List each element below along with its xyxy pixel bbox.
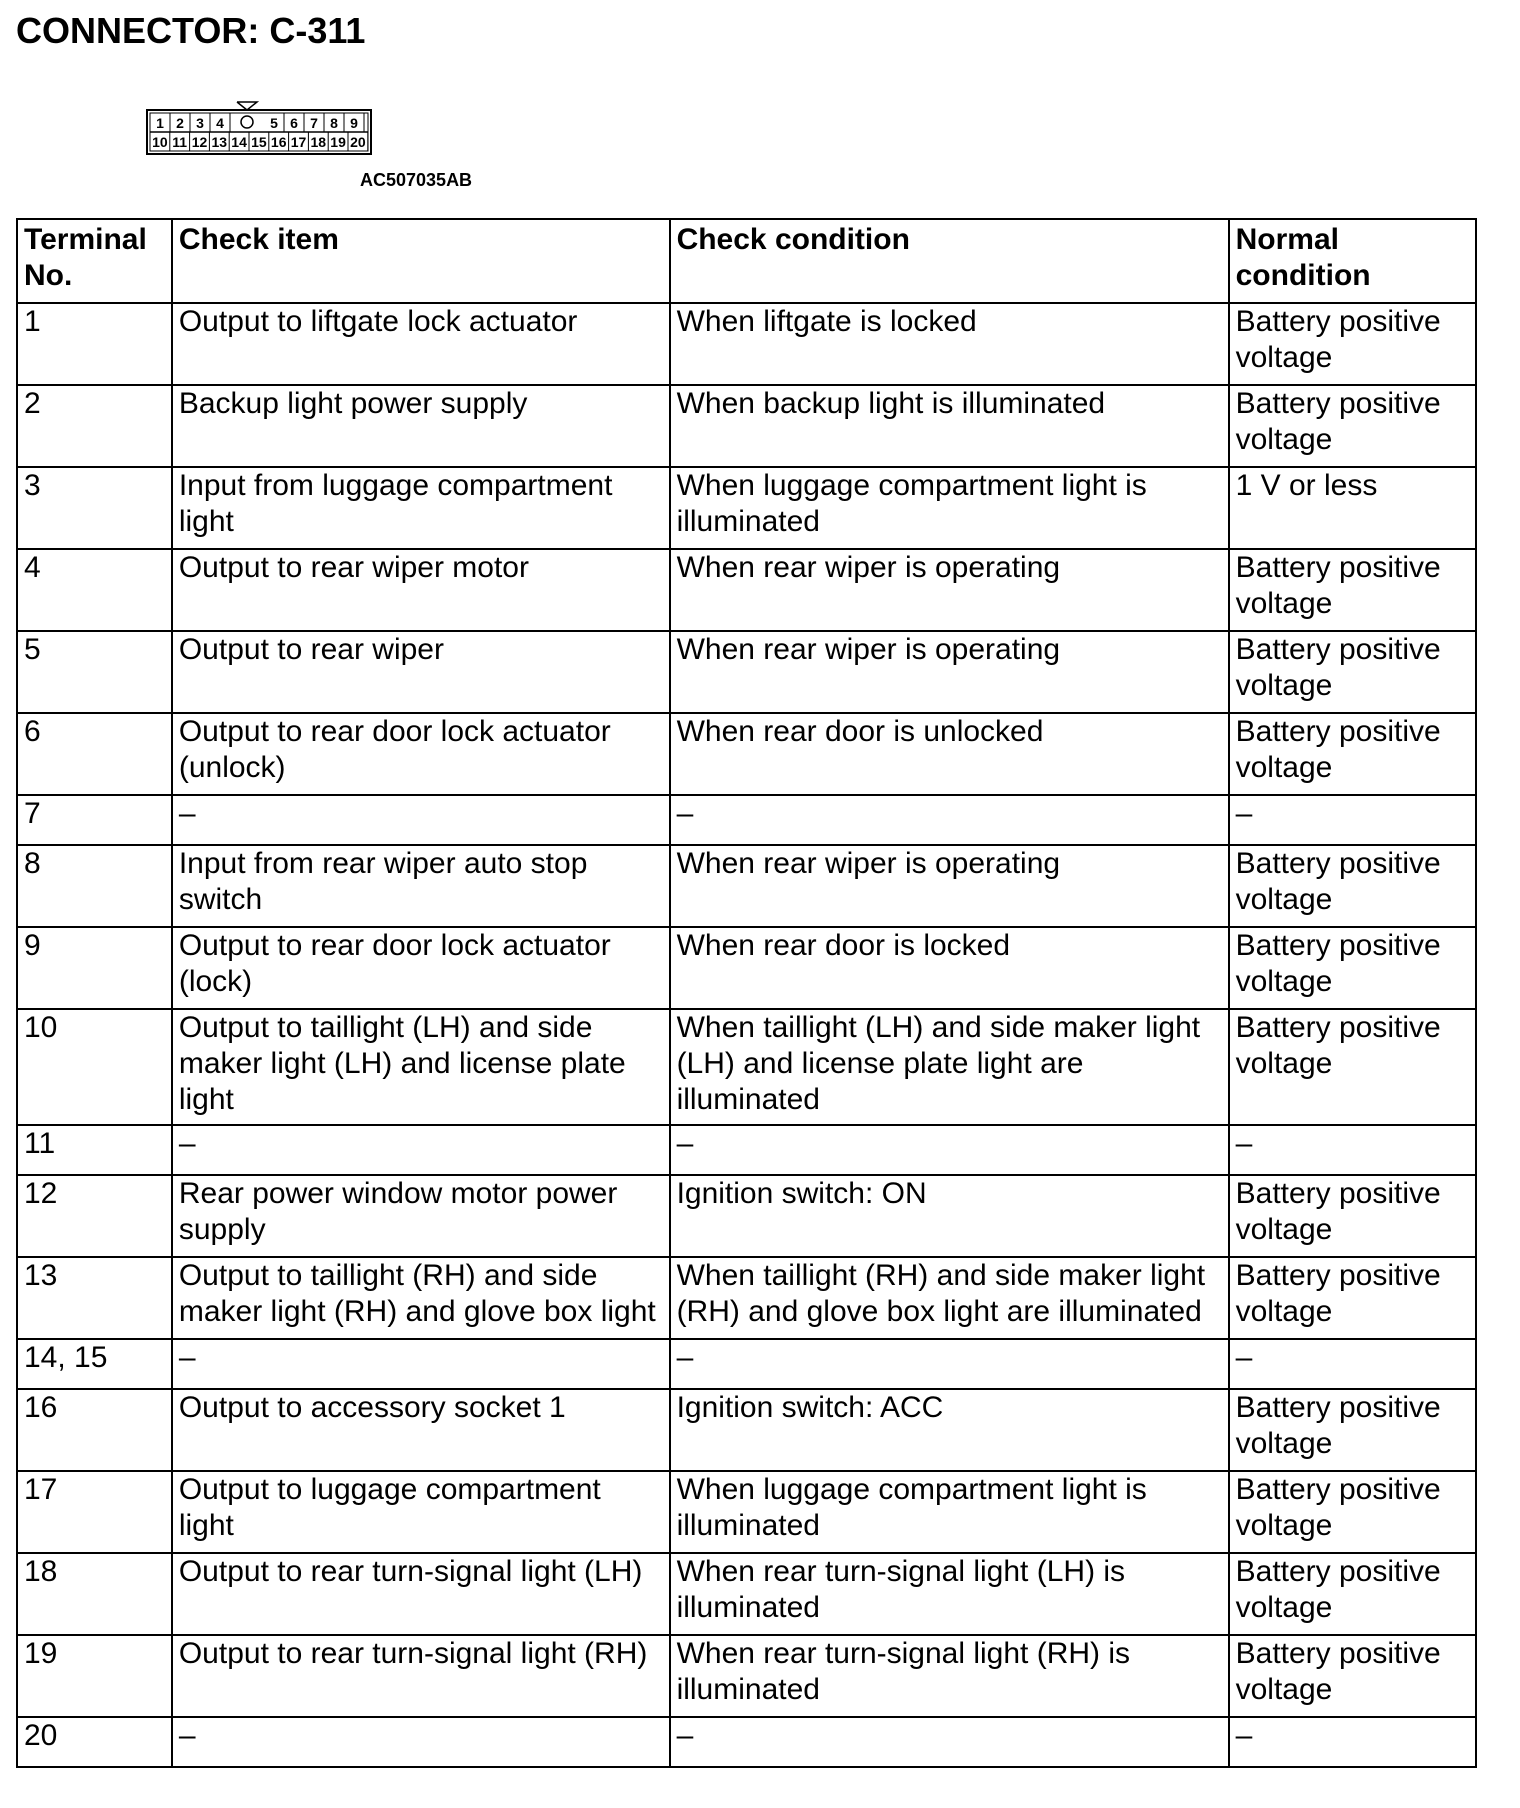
pin-number: 8 bbox=[330, 115, 338, 131]
cell-check-condition: When rear turn-signal light (LH) is illuminated bbox=[670, 1553, 1229, 1635]
cell-check-item: Output to taillight (LH) and side maker light (LH) and license plate light bbox=[172, 1009, 670, 1125]
cell-check-condition: Ignition switch: ON bbox=[670, 1175, 1229, 1257]
pin-number: 13 bbox=[211, 134, 228, 150]
cell-terminal: 4 bbox=[17, 549, 172, 631]
cell-terminal: 3 bbox=[17, 467, 172, 549]
pin-number: 6 bbox=[290, 115, 298, 131]
table-row bbox=[17, 1175, 1476, 1257]
table-row bbox=[17, 385, 1476, 467]
cell-check-item: Output to rear door lock actuator (lock) bbox=[172, 927, 670, 1009]
table-row bbox=[17, 1257, 1476, 1339]
cell-normal-condition: Battery positive voltage bbox=[1229, 927, 1476, 1009]
header-check-item: Check item bbox=[172, 219, 670, 303]
cell-normal-condition: Battery positive voltage bbox=[1229, 1553, 1476, 1635]
cell-terminal: 10 bbox=[17, 1009, 172, 1125]
table-row bbox=[17, 1635, 1476, 1717]
table-row bbox=[17, 467, 1476, 549]
cell-check-condition: – bbox=[670, 1717, 1229, 1767]
cell-check-condition: When rear turn-signal light (RH) is illuminated bbox=[670, 1635, 1229, 1717]
cell-normal-condition: 1 V or less bbox=[1229, 467, 1476, 549]
cell-check-condition: When rear wiper is operating bbox=[670, 845, 1229, 927]
table-header-row bbox=[17, 219, 1476, 303]
table-row bbox=[17, 1553, 1476, 1635]
cell-normal-condition: – bbox=[1229, 1125, 1476, 1175]
header-check-condition: Check condition bbox=[670, 219, 1229, 303]
cell-normal-condition: Battery positive voltage bbox=[1229, 713, 1476, 795]
cell-normal-condition: Battery positive voltage bbox=[1229, 1635, 1476, 1717]
table-row bbox=[17, 631, 1476, 713]
table-row bbox=[17, 1717, 1476, 1767]
pin-number: 16 bbox=[270, 134, 287, 150]
pin-number: 15 bbox=[251, 134, 267, 150]
pin-number: 5 bbox=[270, 115, 278, 131]
table-row bbox=[17, 795, 1476, 845]
cell-check-item: – bbox=[172, 1125, 670, 1175]
cell-check-condition: When rear door is unlocked bbox=[670, 713, 1229, 795]
cell-terminal: 5 bbox=[17, 631, 172, 713]
cell-check-item: Output to rear door lock actuator (unlock) bbox=[172, 713, 670, 795]
cell-normal-condition: – bbox=[1229, 795, 1476, 845]
cell-terminal: 14, 15 bbox=[17, 1339, 172, 1389]
cell-normal-condition: Battery positive voltage bbox=[1229, 1009, 1476, 1125]
cell-check-condition: Ignition switch: ACC bbox=[670, 1389, 1229, 1471]
cell-check-item: Output to liftgate lock actuator bbox=[172, 303, 670, 385]
pin-number: 9 bbox=[350, 115, 358, 131]
cell-normal-condition: Battery positive voltage bbox=[1229, 845, 1476, 927]
table-row bbox=[17, 1471, 1476, 1553]
pin-number: 19 bbox=[330, 134, 346, 150]
cell-normal-condition: Battery positive voltage bbox=[1229, 303, 1476, 385]
figure-code: AC507035AB bbox=[360, 170, 473, 190]
cell-normal-condition: – bbox=[1229, 1339, 1476, 1389]
cell-check-condition: When luggage compartment light is illuminated bbox=[670, 1471, 1229, 1553]
cell-terminal: 8 bbox=[17, 845, 172, 927]
cell-check-condition: – bbox=[670, 1339, 1229, 1389]
cell-terminal: 13 bbox=[17, 1257, 172, 1339]
cell-check-item: Output to accessory socket 1 bbox=[172, 1389, 670, 1471]
table-row bbox=[17, 713, 1476, 795]
cell-normal-condition: Battery positive voltage bbox=[1229, 1257, 1476, 1339]
pin-number: 1 bbox=[156, 115, 164, 131]
header-terminal: Terminal No. bbox=[17, 219, 172, 303]
pin-number: 3 bbox=[196, 115, 204, 131]
pin-number: 7 bbox=[310, 115, 318, 131]
cell-terminal: 11 bbox=[17, 1125, 172, 1175]
table-row bbox=[17, 549, 1476, 631]
cell-check-condition: When rear wiper is operating bbox=[670, 549, 1229, 631]
terminal-check-table bbox=[16, 218, 1477, 1768]
cell-terminal: 17 bbox=[17, 1471, 172, 1553]
header-normal-condition: Normal condition bbox=[1229, 219, 1476, 303]
cell-check-item: – bbox=[172, 1339, 670, 1389]
cell-normal-condition: – bbox=[1229, 1717, 1476, 1767]
table-row bbox=[17, 303, 1476, 385]
cell-check-condition: When rear wiper is operating bbox=[670, 631, 1229, 713]
connector-diagram bbox=[146, 101, 372, 155]
cell-check-condition: When taillight (LH) and side maker light (LH) and license plate light are illuminated bbox=[670, 1009, 1229, 1125]
pin-number: 4 bbox=[216, 115, 224, 131]
cell-terminal: 1 bbox=[17, 303, 172, 385]
pin-number: 12 bbox=[191, 134, 208, 150]
cell-check-item: Output to taillight (RH) and side maker light (RH) and glove box light bbox=[172, 1257, 670, 1339]
cell-terminal: 12 bbox=[17, 1175, 172, 1257]
cell-terminal: 2 bbox=[17, 385, 172, 467]
cell-normal-condition: Battery positive voltage bbox=[1229, 631, 1476, 713]
table-row bbox=[17, 1009, 1476, 1125]
cell-check-item: Output to rear wiper motor bbox=[172, 549, 670, 631]
cell-check-item: – bbox=[172, 795, 670, 845]
cell-check-item: Input from rear wiper auto stop switch bbox=[172, 845, 670, 927]
pin-number: 2 bbox=[176, 115, 184, 131]
cell-terminal: 7 bbox=[17, 795, 172, 845]
table-row bbox=[17, 1339, 1476, 1389]
cell-check-condition: – bbox=[670, 1125, 1229, 1175]
cell-check-condition: When rear door is locked bbox=[670, 927, 1229, 1009]
pin-number: 18 bbox=[310, 134, 327, 150]
cell-check-condition: – bbox=[670, 795, 1229, 845]
table-row bbox=[17, 927, 1476, 1009]
cell-check-item: Backup light power supply bbox=[172, 385, 670, 467]
cell-normal-condition: Battery positive voltage bbox=[1229, 1175, 1476, 1257]
cell-terminal: 20 bbox=[17, 1717, 172, 1767]
connector-face bbox=[146, 101, 372, 155]
pin-number: 20 bbox=[350, 134, 366, 150]
cell-normal-condition: Battery positive voltage bbox=[1229, 385, 1476, 467]
cell-normal-condition: Battery positive voltage bbox=[1229, 1389, 1476, 1471]
table-row bbox=[17, 1389, 1476, 1471]
page-title: CONNECTOR: C-311 bbox=[16, 10, 366, 51]
cell-terminal: 18 bbox=[17, 1553, 172, 1635]
table-row bbox=[17, 845, 1476, 927]
pin-number: 10 bbox=[152, 134, 168, 150]
cell-check-item: Rear power window motor power supply bbox=[172, 1175, 670, 1257]
cell-terminal: 6 bbox=[17, 713, 172, 795]
table-row bbox=[17, 1125, 1476, 1175]
pin-number: 17 bbox=[290, 134, 307, 150]
cell-check-condition: When luggage compartment light is illuminated bbox=[670, 467, 1229, 549]
cell-check-item: Output to luggage compartment light bbox=[172, 1471, 670, 1553]
cell-normal-condition: Battery positive voltage bbox=[1229, 549, 1476, 631]
cell-terminal: 16 bbox=[17, 1389, 172, 1471]
cell-normal-condition: Battery positive voltage bbox=[1229, 1471, 1476, 1553]
latch-icon bbox=[237, 102, 257, 110]
cell-check-condition: When backup light is illuminated bbox=[670, 385, 1229, 467]
cell-check-condition: When taillight (RH) and side maker light (RH) and glove box light are illuminated bbox=[670, 1257, 1229, 1339]
cell-check-item: Input from luggage compartment light bbox=[172, 467, 670, 549]
cell-terminal: 9 bbox=[17, 927, 172, 1009]
cell-check-item: Output to rear turn-signal light (RH) bbox=[172, 1635, 670, 1717]
cell-check-item: Output to rear turn-signal light (LH) bbox=[172, 1553, 670, 1635]
cell-check-condition: When liftgate is locked bbox=[670, 303, 1229, 385]
pin-number: 11 bbox=[172, 134, 188, 150]
cell-terminal: 19 bbox=[17, 1635, 172, 1717]
cell-check-item: – bbox=[172, 1717, 670, 1767]
pin-number: 14 bbox=[231, 134, 247, 150]
cell-check-item: Output to rear wiper bbox=[172, 631, 670, 713]
